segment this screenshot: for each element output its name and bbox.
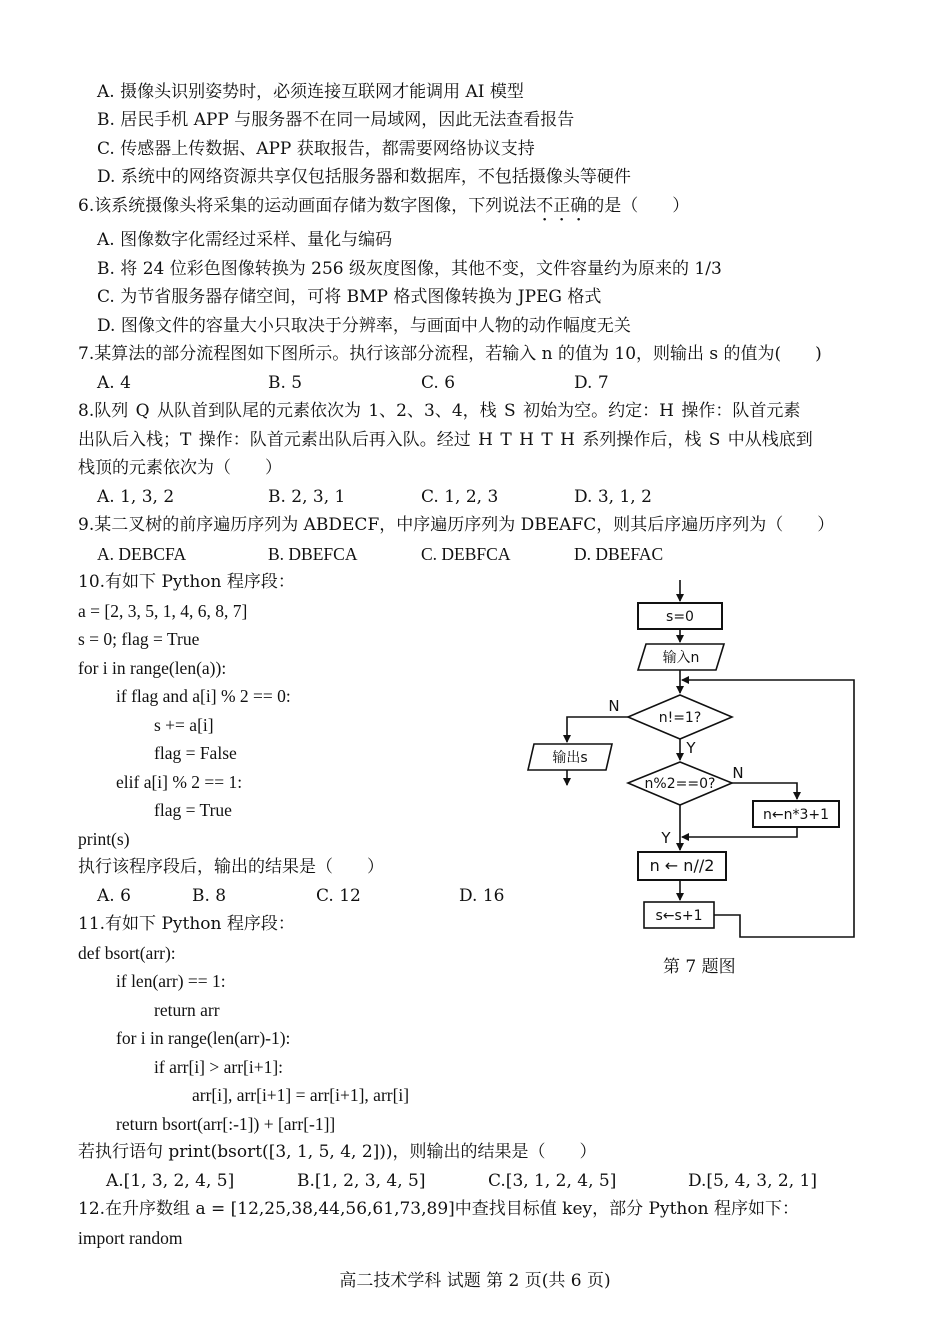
flow-label-no-2: N bbox=[732, 764, 744, 782]
q8-option-d: D. 3, 1, 2 bbox=[574, 487, 652, 507]
q10-code-line: elif a[i] % 2 == 1: bbox=[116, 772, 243, 792]
flow-decision-1-text: n!=1? bbox=[658, 710, 702, 726]
q8-option-a: A. 1, 3, 2 bbox=[97, 487, 175, 507]
q11-code-line: return arr bbox=[154, 1000, 220, 1020]
flow-label-no-1: N bbox=[608, 697, 620, 715]
q10-code-line: if flag and a[i] % 2 == 0: bbox=[116, 686, 291, 706]
flow-inc-text: s←s+1 bbox=[655, 908, 703, 924]
q10-option-b: B. 8 bbox=[192, 886, 227, 906]
flow-label-yes-2: Y bbox=[661, 829, 671, 847]
q11-stem: 11.有如下 Python 程序段： bbox=[78, 914, 295, 934]
q5-option-b: B. 居民手机 APP 与服务器不在同一局域网，因此无法查看报告 bbox=[97, 110, 575, 130]
q10-code-line: a = [2, 3, 5, 1, 4, 6, 8, 7] bbox=[78, 601, 248, 621]
flowchart-caption: 第 7 题图 bbox=[663, 957, 736, 977]
q10-option-d: D. 16 bbox=[459, 886, 505, 906]
q6-option-c: C. 为节省服务器存储空间，可将 BMP 格式图像转换为 JPEG 格式 bbox=[97, 287, 602, 307]
q10-code-line: flag = True bbox=[154, 800, 232, 820]
q8-stem-line2: 出队后入栈；T 操作：队首元素出队后再入队。经过 H T H T H 系列操作后，栈 S 中从栈底到 bbox=[78, 430, 813, 450]
q9-option-b: B. DBEFCA bbox=[268, 544, 358, 564]
q11-code-line: arr[i], arr[i+1] = arr[i+1], arr[i] bbox=[192, 1085, 410, 1105]
flow-decision-2-text: n%2==0? bbox=[644, 776, 716, 792]
q9-option-c: C. DEBFCA bbox=[421, 544, 511, 564]
q10-question: 执行该程序段后，输出的结果是（ ） bbox=[78, 857, 384, 877]
q6-option-d: D. 图像文件的容量大小只取决于分辨率，与画面中人物的动作幅度无关 bbox=[97, 316, 631, 336]
flow-connector bbox=[682, 827, 797, 837]
q9-option-d: D. DBEFAC bbox=[574, 544, 664, 564]
q7-option-d: D. 7 bbox=[574, 373, 609, 393]
q8-stem-line1: 8.队列 Q 从队首到队尾的元素依次为 1、2、3、4，栈 S 初始为空。约定：H 操作：队首元素 bbox=[78, 401, 801, 421]
flow-no-branch-odd bbox=[732, 783, 797, 799]
q7-option-a: A. 4 bbox=[97, 373, 131, 393]
q5-option-c: C. 传感器上传数据、APP 获取报告，都需要网络协议支持 bbox=[97, 139, 535, 159]
flow-even-step-text: n ← n//2 bbox=[649, 856, 715, 875]
q11-code-line: def bsort(arr): bbox=[78, 943, 176, 963]
q7-stem: 7.某算法的部分流程图如下图所示。执行该部分流程，若输入 n 的值为 10，则输出 s 的值为( ) bbox=[78, 344, 822, 364]
q11-code-line: return bsort(arr[:-1]) + [arr[-1]] bbox=[116, 1114, 336, 1134]
q10-option-c: C. 12 bbox=[316, 886, 361, 906]
q11-code-line: if len(arr) == 1: bbox=[116, 971, 226, 991]
flowchart-q7 bbox=[520, 575, 865, 945]
q11-option-d: D.[5, 4, 3, 2, 1] bbox=[688, 1171, 818, 1191]
emphasis-char: 正 bbox=[553, 196, 571, 216]
q10-code-line: s = 0; flag = True bbox=[78, 629, 200, 649]
q10-option-a: A. 6 bbox=[97, 886, 131, 906]
flow-init-text: s=0 bbox=[666, 609, 694, 625]
q11-question: 若执行语句 print(bsort([3, 1, 5, 4, 2]))，则输出的结果是（ ） bbox=[78, 1142, 597, 1162]
q5-option-a: A. 摄像头识别姿势时，必须连接互联网才能调用 AI 模型 bbox=[97, 82, 524, 102]
q12-stem: 12.在升序数组 a = [12,25,38,44,56,61,73,89]中查找目标值 key，部分 Python 程序如下： bbox=[78, 1199, 799, 1219]
q11-option-b: B.[1, 2, 3, 4, 5] bbox=[297, 1171, 426, 1191]
emphasis-char: 确 bbox=[570, 196, 588, 216]
q12-code-line: import random bbox=[78, 1228, 183, 1248]
flow-odd-step-text: n←n*3+1 bbox=[762, 807, 830, 823]
q8-option-b: B. 2, 3, 1 bbox=[268, 487, 346, 507]
q10-stem: 10.有如下 Python 程序段： bbox=[78, 572, 295, 592]
q9-stem: 9.某二叉树的前序遍历序列为 ABDECF，中序遍历序列为 DBEAFC，则其后序遍历序列为（ ） bbox=[78, 515, 835, 535]
q11-code-line: if arr[i] > arr[i+1]: bbox=[154, 1057, 284, 1077]
q11-code-line: for i in range(len(arr)-1): bbox=[116, 1028, 291, 1048]
flow-label-yes-1: Y bbox=[686, 739, 696, 757]
q11-option-a: A.[1, 3, 2, 4, 5] bbox=[106, 1171, 235, 1191]
q8-option-c: C. 1, 2, 3 bbox=[421, 487, 499, 507]
q10-code-line: s += a[i] bbox=[154, 715, 214, 735]
flow-no-branch-output bbox=[567, 717, 628, 742]
emphasis-char: 不 bbox=[536, 196, 554, 216]
flow-output-text: 输出s bbox=[552, 750, 588, 766]
q6-stem: 6.该系统摄像头将采集的运动画面存储为数字图像，下列说法不正确的是（ ） bbox=[78, 196, 690, 216]
q8-stem-line3: 栈顶的元素依次为（ ） bbox=[78, 458, 282, 478]
q6-option-a: A. 图像数字化需经过采样、量化与编码 bbox=[97, 230, 393, 250]
q7-option-b: B. 5 bbox=[268, 373, 303, 393]
q5-option-d: D. 系统中的网络资源共享仅包括服务器和数据库，不包括摄像头等硬件 bbox=[97, 167, 631, 187]
q6-option-b: B. 将 24 位彩色图像转换为 256 级灰度图像，其他不变，文件容量约为原来的 1/3 bbox=[97, 259, 722, 279]
page-footer: 高二技术学科 试题 第 2 页(共 6 页) bbox=[339, 1271, 611, 1291]
flow-input-text: 输入n bbox=[662, 650, 700, 666]
q11-option-c: C.[3, 1, 2, 4, 5] bbox=[488, 1171, 617, 1191]
q9-option-a: A. DEBCFA bbox=[97, 544, 187, 564]
q10-code-line: flag = False bbox=[154, 743, 237, 763]
q10-code-line: print(s) bbox=[78, 829, 130, 849]
q10-code-line: for i in range(len(a)): bbox=[78, 658, 227, 678]
q7-option-c: C. 6 bbox=[421, 373, 456, 393]
q6-emphasis bbox=[536, 196, 587, 216]
